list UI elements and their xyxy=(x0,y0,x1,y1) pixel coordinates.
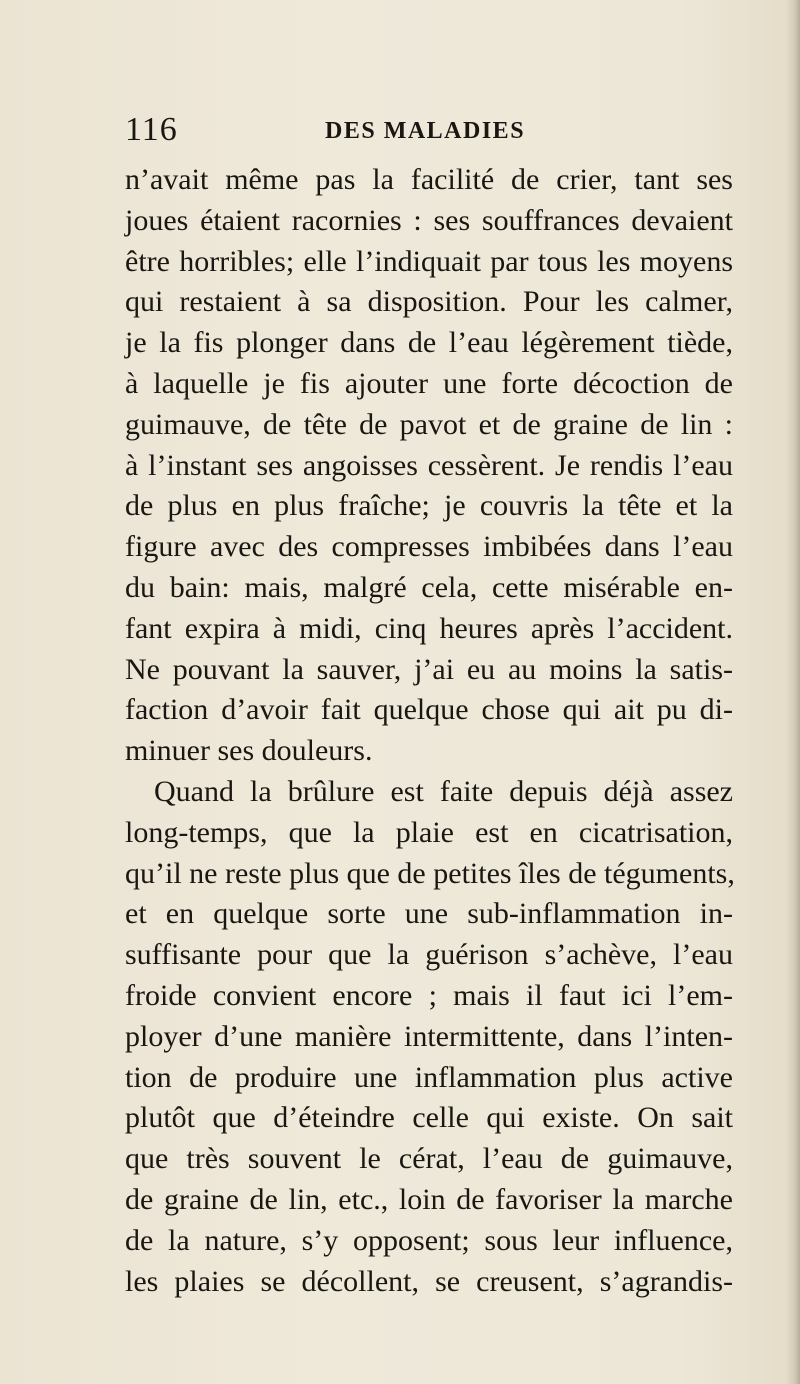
text-line: minuer ses douleurs. xyxy=(125,734,373,768)
running-head: DES MALADIES xyxy=(325,118,526,144)
text-line: de plus en plus fraîche; je couvris la tête et la xyxy=(125,489,733,523)
text-line: de la nature, s’y opposent; sous leur influence, xyxy=(125,1223,733,1257)
text-line: du bain: mais, malgré cela, cette misérable en- xyxy=(125,570,733,604)
text-line: joues étaient racornies : ses souffrances devaient xyxy=(125,203,733,237)
text-line: les plaies se décollent, se creusent, s’agrandis- xyxy=(125,1264,733,1298)
text-line: qu’il ne reste plus que de petites îles de téguments, xyxy=(125,856,735,890)
text-line: je la fis plonger dans de l’eau légèrement tiède, xyxy=(125,326,733,360)
page-header xyxy=(125,110,725,150)
text-line-paragraph-start: Quand la brûlure est faite depuis déjà assez xyxy=(154,774,733,808)
text-line: guimauve, de tête de pavot et de graine de lin : xyxy=(125,407,733,441)
page-number: 116 xyxy=(125,111,178,148)
text-line: froide convient encore ; mais il faut ici l’em- xyxy=(125,978,733,1012)
text-line: faction d’avoir fait quelque chose qui ait pu di- xyxy=(125,693,733,727)
text-line: suffisante pour que la guérison s’achève, l’eau xyxy=(125,938,733,972)
text-line: à laquelle je fis ajouter une forte décoction de xyxy=(125,366,733,400)
text-line: long-temps, que la plaie est en cicatrisation, xyxy=(125,815,733,849)
text-line: figure avec des compresses imbibées dans l’eau xyxy=(125,530,733,564)
text-line: n’avait même pas la facilité de crier, tant ses xyxy=(125,163,733,196)
text-line: être horribles; elle l’indiquait par tous les moyens xyxy=(125,244,733,278)
body-text xyxy=(125,160,733,1302)
page-edge-shadow xyxy=(786,0,800,1384)
text-line: Ne pouvant la sauver, j’ai eu au moins la satis- xyxy=(125,652,733,686)
text-line: que très souvent le cérat, l’eau de guimauve, xyxy=(125,1142,733,1176)
text-line: plutôt que d’éteindre celle qui existe. On sait xyxy=(125,1101,733,1135)
text-line: ployer d’une manière intermittente, dans l’inten- xyxy=(125,1019,733,1053)
text-line: à l’instant ses angoisses cessèrent. Je rendis l’eau xyxy=(125,448,733,482)
text-line: qui restaient à sa disposition. Pour les calmer, xyxy=(125,285,733,319)
text-line: tion de produire une inflammation plus active xyxy=(125,1060,733,1094)
text-line: de graine de lin, etc., loin de favoriser la marche xyxy=(125,1182,733,1216)
text-line: fant expira à midi, cinq heures après l’accident. xyxy=(125,611,733,645)
text-line: et en quelque sorte une sub-inflammation in- xyxy=(125,897,733,931)
